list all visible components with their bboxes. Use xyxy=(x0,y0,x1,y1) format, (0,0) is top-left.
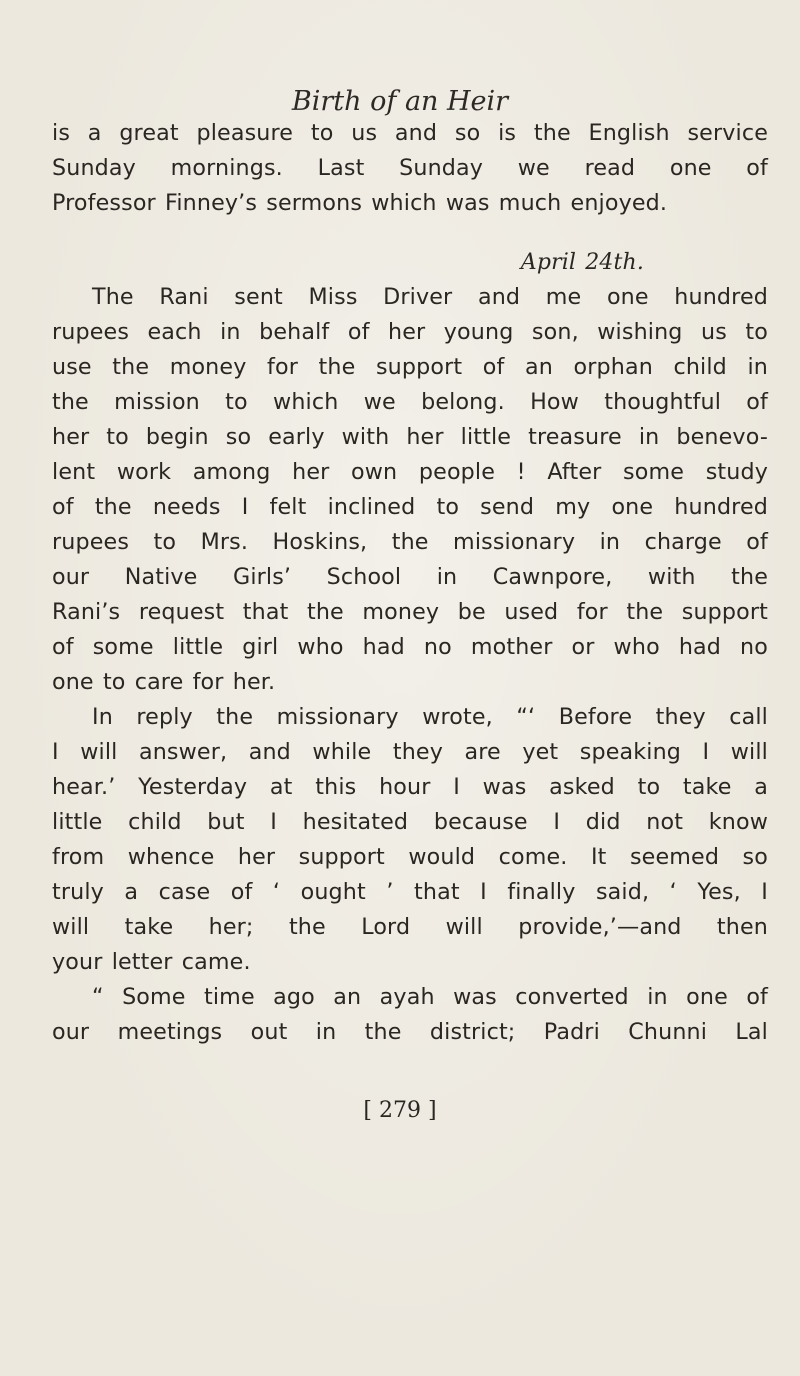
text-line: her to begin so early with her little treasure in benevo- xyxy=(52,424,768,450)
text-line: from whence her support would come. It seemed so xyxy=(52,844,768,870)
text-line: our meetings out in the district; Padri Chunni Lal xyxy=(52,1019,768,1045)
spacer xyxy=(52,221,768,245)
text-line: your letter came. xyxy=(52,949,251,975)
text-line: the mission to which we belong. How thoughtful of xyxy=(52,389,768,415)
text-line: lent work among her own people ! After some study xyxy=(52,459,768,485)
body-text xyxy=(52,116,768,1050)
running-head: Birth of an Heir xyxy=(291,86,509,117)
text-line: Sunday mornings. Last Sunday we read one of xyxy=(52,155,768,181)
text-line: rupees each in behalf of her young son, wishing us to xyxy=(52,319,768,345)
text-line: rupees to Mrs. Hoskins, the missionary in charge of xyxy=(52,529,768,555)
text-line: our Native Girls’ School in Cawnpore, with the xyxy=(52,564,768,590)
text-line: will take her; the Lord will provide,’—and then xyxy=(52,914,768,940)
text-line: of some little girl who had no mother or who had no xyxy=(52,634,768,660)
text-line: “ Some time ago an ayah was converted in one of xyxy=(92,984,768,1010)
text-line: The Rani sent Miss Driver and me one hundred xyxy=(92,284,768,310)
page-number: [ 279 ] xyxy=(363,1098,437,1123)
text-line: of the needs I felt inclined to send my one hundred xyxy=(52,494,768,520)
text-line: hear.’ Yesterday at this hour I was asked to take a xyxy=(52,774,768,800)
text-line: truly a case of ‘ ought ’ that I finally said, ‘ Yes, I xyxy=(52,879,768,905)
text-line: Professor Finney’s sermons which was much enjoyed. xyxy=(52,190,668,216)
text-line: little child but I hesitated because I did not know xyxy=(52,809,768,835)
dateline: April 24th. xyxy=(520,250,644,275)
text-line: I will answer, and while they are yet speaking I will xyxy=(52,739,768,765)
text-line: In reply the missionary wrote, “‘ Before they call xyxy=(92,704,768,730)
text-line: Rani’s request that the money be used for the support xyxy=(52,599,768,625)
text-line: one to care for her. xyxy=(52,669,276,695)
text-line: is a great pleasure to us and so is the English service xyxy=(52,120,768,146)
text-line: use the money for the support of an orphan child in xyxy=(52,354,768,380)
